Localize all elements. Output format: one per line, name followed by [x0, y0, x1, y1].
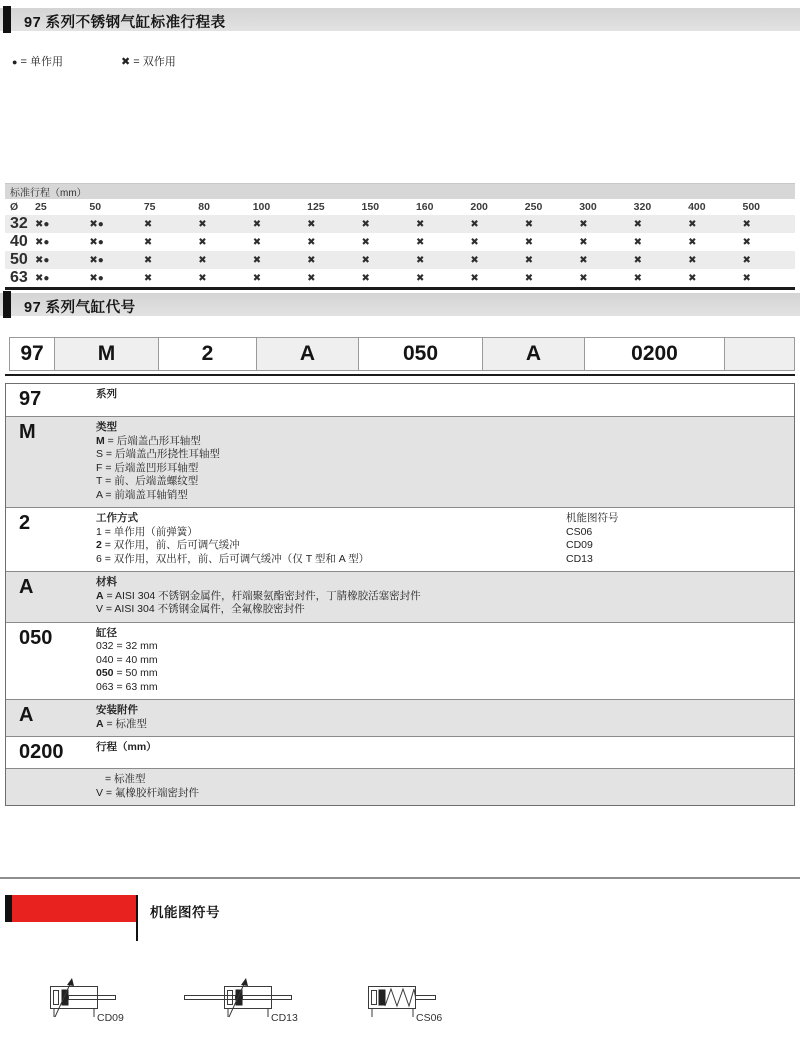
detail-title: 行程（mm） — [96, 741, 157, 753]
detail-code-cell: 97 — [19, 388, 42, 410]
detail-title: 缸径 — [96, 626, 117, 639]
diameter-cell: 50 — [10, 251, 28, 268]
detail-description — [88, 700, 794, 736]
cylinder-symbol-cs06 — [358, 976, 453, 1026]
function-symbol-refs — [566, 512, 619, 566]
code-section-title: 97 系列气缸代号 — [24, 300, 136, 316]
column-header: 300 — [579, 201, 597, 213]
stroke-row-40 — [5, 233, 795, 251]
availability-cell: ✖ — [415, 254, 425, 266]
line-code: 6 — [96, 552, 102, 565]
availability-cell: ✖ — [470, 272, 479, 284]
availability-cell: ✖● — [35, 272, 50, 284]
availability-cell: ✖ — [579, 218, 588, 230]
piston — [379, 990, 386, 1006]
availability-cell: ✖● — [89, 272, 104, 284]
code-segment-97: 97 — [9, 337, 55, 371]
column-header: 200 — [470, 201, 488, 213]
code-detail-row-M — [6, 416, 794, 507]
availability-cell: ✖● — [89, 254, 104, 266]
availability-cell: ✖ — [742, 218, 751, 230]
stroke-table-title: 标准行程（mm） — [5, 184, 795, 200]
availability-cell: ✖ — [307, 272, 316, 284]
stroke-row-32 — [5, 215, 795, 233]
banner-divider-line — [136, 895, 138, 941]
column-header: 80 — [198, 201, 210, 213]
column-header: 100 — [252, 201, 271, 213]
availability-cell: ✖ — [361, 236, 370, 248]
code-detail-row-050 — [6, 622, 794, 700]
stroke-table-title-row — [5, 184, 795, 200]
page-title: 97 系列不锈钢气缸标准行程表 — [24, 15, 226, 31]
availability-cell: ✖ — [688, 236, 697, 248]
column-header: 320 — [633, 201, 652, 213]
availability-cell: ✖● — [89, 218, 104, 230]
availability-cell: ✖ — [415, 272, 425, 284]
piston-rod — [416, 996, 436, 1000]
diameter-column-header: Ø — [10, 201, 19, 213]
diameter-cell: 32 — [10, 215, 28, 232]
availability-cell: ✖● — [89, 236, 104, 248]
section-header-code — [0, 293, 800, 316]
header-accent-bar — [3, 6, 11, 33]
red-banner — [12, 895, 136, 922]
section-header-stroke-table — [0, 8, 800, 31]
side-title: 机能图符号 — [566, 512, 619, 524]
availability-cell: ✖ — [470, 218, 479, 230]
availability-cell: ✖ — [198, 272, 207, 284]
detail-line: M = 后端盖凸形耳轴型 — [96, 434, 201, 447]
detail-line: 032 = 32 mm — [96, 640, 158, 652]
diameter-cell: 40 — [10, 233, 28, 250]
stroke-row-63 — [5, 269, 795, 289]
detail-title: 安装附件 — [96, 704, 138, 716]
detail-description — [88, 572, 794, 622]
availability-cell: ✖ — [742, 272, 751, 284]
availability-cell: ✖ — [252, 254, 262, 266]
availability-cell: ✖ — [470, 236, 479, 248]
detail-line: S = 后端盖凸形挠性耳轴型 — [96, 448, 220, 460]
diagram-label: CD13 — [271, 1012, 298, 1024]
availability-cell: ✖ — [252, 272, 262, 284]
availability-cell: ✖ — [198, 218, 207, 230]
detail-line: A = 标准型 — [96, 717, 148, 730]
banner-accent-bar — [5, 895, 12, 922]
column-header: 150 — [361, 201, 380, 213]
diameter-cell: 63 — [10, 269, 28, 286]
column-header: 250 — [524, 201, 543, 213]
availability-cell: ✖ — [307, 236, 316, 248]
cushion-block — [228, 991, 233, 1005]
order-code-row — [9, 337, 795, 371]
horizontal-rule — [0, 877, 800, 879]
detail-code-cell: M — [19, 421, 36, 443]
availability-cell: ✖ — [633, 218, 643, 230]
availability-cell: ✖ — [742, 236, 751, 248]
detail-line: F = 后端盖凹形耳轴型 — [96, 461, 199, 474]
availability-cell: ✖ — [688, 218, 697, 230]
function-symbols-title: 机能图符号 — [150, 905, 220, 920]
cushion-block — [372, 991, 377, 1005]
detail-line: V = AISI 304 不锈钢金属件，全氟橡胶密封件 — [96, 603, 305, 615]
detail-code-cell: A — [19, 704, 34, 726]
availability-cell: ✖ — [633, 254, 643, 266]
divider-line — [5, 374, 795, 376]
line-code: 1 — [96, 525, 102, 538]
code-detail-row-A — [6, 571, 794, 622]
availability-cell: ✖ — [143, 272, 153, 284]
availability-cell: ✖ — [470, 254, 479, 266]
availability-cell: ✖ — [198, 236, 207, 248]
column-header: 400 — [688, 201, 706, 213]
symbol-ref: CD09 — [566, 539, 593, 551]
detail-line: A = AISI 304 不锈钢金属件，杆端聚氨酯密封件，丁腈橡胶活塞密封件 — [96, 589, 421, 602]
legend — [12, 53, 176, 69]
availability-cell: ✖ — [524, 218, 534, 230]
line-code: 063 — [96, 680, 114, 693]
detail-title: 类型 — [96, 421, 117, 433]
arrowhead-icon — [67, 978, 74, 986]
availability-cell: ✖ — [579, 272, 588, 284]
availability-cell: ✖ — [688, 272, 697, 284]
column-header: 50 — [89, 201, 102, 213]
detail-code-cell — [6, 769, 88, 805]
column-header: 75 — [143, 201, 156, 213]
diagram-label: CS06 — [416, 1012, 443, 1024]
line-code: 040 — [96, 653, 114, 666]
detail-line: 1 = 单作用（前弹簧） — [96, 525, 198, 538]
detail-code-cell: 0200 — [19, 741, 64, 763]
piston-rod — [69, 996, 116, 1000]
detail-title: 工作方式 — [96, 512, 138, 524]
stroke-row-50 — [5, 251, 795, 269]
code-segment-A: A — [483, 337, 585, 371]
code-segment-2: 2 — [159, 337, 257, 371]
detail-description — [88, 508, 794, 571]
availability-cell: ✖ — [688, 254, 697, 266]
column-header: 125 — [307, 201, 325, 213]
code-detail-row-2 — [6, 507, 794, 571]
line-code: A — [96, 717, 104, 730]
detail-description — [88, 769, 794, 805]
code-detail-row-A — [6, 699, 794, 736]
availability-cell: ✖ — [252, 218, 262, 230]
availability-cell: ✖ — [143, 218, 153, 230]
availability-cell: ✖ — [415, 218, 425, 230]
double-acting-cross-icon: ✖ — [120, 56, 131, 68]
code-segment-blank — [725, 337, 795, 371]
line-code: F — [96, 461, 103, 474]
detail-description — [88, 737, 794, 768]
detail-line: 063 = 63 mm — [96, 680, 158, 693]
legend-double-label: = 双作用 — [133, 56, 176, 68]
line-code: V — [96, 603, 104, 615]
code-segment-050: 050 — [359, 337, 483, 371]
detail-title: 系列 — [96, 388, 117, 400]
line-code: A — [96, 589, 104, 602]
line-code: 050 — [96, 667, 114, 679]
detail-line: A = 前端盖耳轴销型 — [96, 488, 188, 501]
detail-code-cell: A — [19, 576, 34, 598]
detail-description — [88, 623, 794, 700]
header-accent-bar — [3, 291, 11, 318]
cylinder-symbol-cd13 — [182, 976, 302, 1026]
code-segment-A: A — [257, 337, 359, 371]
cushion-block — [54, 991, 59, 1005]
availability-cell: ✖ — [361, 254, 370, 266]
line-code: V — [96, 786, 104, 799]
availability-cell: ✖ — [307, 254, 316, 266]
legend-single-acting — [12, 53, 63, 69]
code-detail-row-0200 — [6, 736, 794, 768]
piston — [236, 990, 243, 1006]
availability-cell: ✖ — [742, 254, 751, 266]
availability-cell: ✖ — [143, 254, 153, 266]
availability-cell: ✖ — [361, 272, 370, 284]
detail-line: 050 = 50 mm — [96, 667, 158, 679]
code-segment-0200: 0200 — [585, 337, 725, 371]
standard-stroke-table — [5, 183, 795, 290]
detail-title: 材料 — [96, 576, 117, 588]
availability-cell: ✖ — [524, 254, 534, 266]
line-code: T — [96, 475, 103, 487]
availability-cell: ✖ — [524, 272, 534, 284]
detail-code-cell: 050 — [19, 626, 53, 649]
piston — [62, 990, 69, 1006]
detail-description — [88, 417, 794, 507]
availability-cell: ✖ — [252, 236, 262, 248]
cylinder-body — [51, 987, 98, 1009]
detail-line: 040 = 40 mm — [96, 653, 158, 666]
column-header: 25 — [35, 201, 47, 213]
availability-cell: ✖ — [633, 236, 643, 248]
line-code: 032 — [96, 640, 114, 652]
diagram-label: CD09 — [97, 1012, 124, 1024]
legend-double-acting — [121, 53, 176, 69]
detail-line: 6 = 双作用，双出杆，前、后可调气缓冲（仅 T 型和 A 型） — [96, 552, 370, 565]
column-header: 500 — [742, 201, 761, 213]
availability-cell: ✖ — [361, 218, 370, 230]
availability-cell: ✖ — [198, 254, 207, 266]
stroke-header-row — [5, 199, 795, 215]
code-detail-row-options — [6, 768, 794, 805]
detail-line: T = 前、后端盖螺纹型 — [96, 475, 199, 487]
detail-line: 2 = 双作用，前、后可调气缓冲 — [96, 539, 240, 551]
detail-code-cell: 2 — [19, 512, 31, 534]
detail-description — [88, 384, 794, 416]
symbol-ref: CS06 — [566, 525, 593, 538]
cylinder-symbol-cd09 — [40, 976, 135, 1026]
code-segment-M: M — [55, 337, 159, 371]
availability-cell: ✖ — [307, 218, 316, 230]
line-code: A — [96, 488, 103, 501]
availability-cell: ✖ — [633, 272, 643, 284]
availability-cell: ✖ — [524, 236, 534, 248]
legend-single-label: = 单作用 — [20, 56, 63, 68]
cylinder-body — [225, 987, 272, 1009]
availability-cell: ✖ — [579, 236, 588, 248]
piston-rod-right — [243, 996, 292, 1000]
symbol-ref: CD13 — [566, 552, 593, 565]
code-details-table — [5, 383, 795, 806]
detail-line: V = 氟橡胶杆端密封件 — [96, 786, 199, 799]
availability-cell: ✖ — [579, 254, 588, 266]
stroke-table-body — [5, 215, 795, 289]
availability-cell: ✖● — [35, 254, 50, 266]
code-detail-row-97 — [6, 384, 794, 416]
spring — [385, 989, 416, 1006]
arrowhead-icon — [241, 978, 248, 986]
column-header: 160 — [415, 201, 434, 213]
single-acting-dot-icon: ● — [12, 57, 18, 67]
availability-cell: ✖ — [143, 236, 153, 248]
line-code: S — [96, 448, 104, 460]
availability-cell: ✖ — [415, 236, 425, 248]
availability-cell: ✖● — [35, 218, 50, 230]
availability-cell: ✖● — [35, 236, 50, 248]
line-code: 2 — [96, 539, 102, 551]
detail-line: = 标准型 — [105, 773, 146, 785]
line-code: M — [96, 434, 105, 447]
